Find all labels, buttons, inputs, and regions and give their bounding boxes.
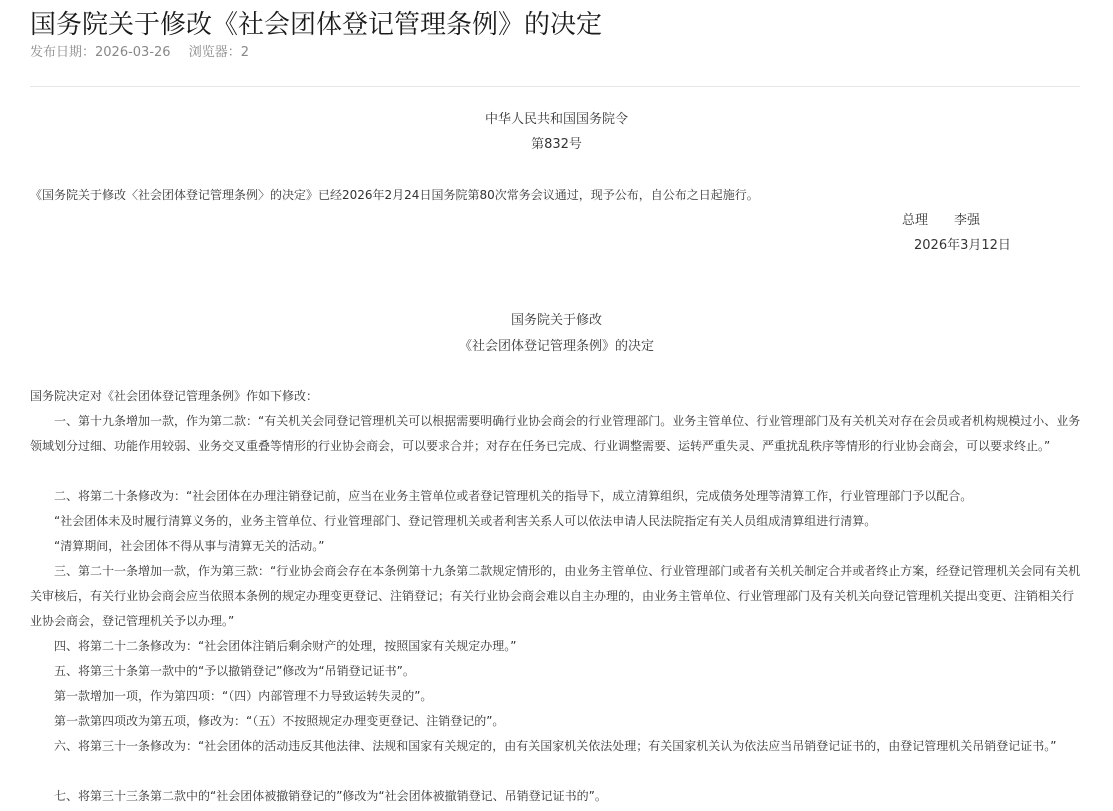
article-title: 国务院关于修改《社会团体登记管理条例》的决定 (30, 10, 603, 40)
decision-paragraph: 三、第二十一条增加一款，作为第三款：“行业协会商会存在本条例第十九条第二款规定情形的，由业务主管单位、行业管理部门或者有关机关制定合并或者终止方案，经登记管理机关会同有关机关审核后，有关行业协会商会应当依照本条例的规定办理变更登记、注销登记；有关行业协会商会难以自主办理的，由业务主管单位、行业管理部门及有关机关向登记管理机关提出变更、注销相关行业协会商会，登记管理机关予以办理。” (30, 564, 1081, 628)
order-date: 2026年3月12日 (914, 238, 1011, 253)
decision-paragraph: 四、将第二十二条修改为：“社会团体注销后剩余财产的处理，按照国家有关规定办理。” (54, 639, 517, 653)
decision-paragraph: “社会团体未及时履行清算义务的，业务主管单位、行业管理部门、登记管理机关或者利害关系人可以依法申请人民法院指定有关人员组成清算组进行清算。 (54, 514, 877, 528)
decision-paragraph: 五、将第三十条第一款中的“予以撤销登记”修改为“吊销登记证书”。 (54, 664, 415, 678)
decision-paragraph: 二、将第二十条修改为：“社会团体在办理注销登记前，应当在业务主管单位或者登记管理机关的指导下，成立清算组织，完成债务处理等清算工作，行业管理部门予以配合。 (54, 489, 973, 503)
decision-paragraph: “清算期间，社会团体不得从事与清算无关的活动。” (54, 539, 325, 553)
order-issuer: 中华人民共和国国务院令 (484, 112, 628, 127)
decision-paragraph: 一、第十九条增加一款，作为第二款：“有关机关会同登记管理机关可以根据需要明确行业协会商会的行业管理部门。业务主管单位、行业管理部门及有关机关对存在会员或者机构规模过小、业务领域划分过细、功能作用较弱、业务交叉重叠等情形的行业协会商会，可以要求合并；对存在任务已完成、行业调整需要、运转严重失灵、严重扰乱秩序等情形的行业协会商会，可以要求终止。” (30, 414, 1081, 453)
article-meta (30, 44, 249, 62)
order-intro: 《国务院关于修改〈社会团体登记管理条例〉的决定》已经2026年2月24日国务院第80次常务会议通过，现予公布，自公布之日起施行。 (30, 188, 759, 202)
decision-paragraph: 第一款增加一项，作为第四项：“（四）内部管理不力导致运转失灵的”。 (54, 689, 433, 703)
publish-date: 发布日期：2026-03-26 (30, 45, 171, 60)
decision-paragraph: 国务院决定对《社会团体登记管理条例》作如下修改： (30, 389, 319, 403)
decision-heading-line2: 《社会团体登记管理条例》的决定 (458, 339, 654, 354)
order-number: 第832号 (531, 137, 582, 152)
decision-paragraph: 七、将第三十三条第二款中的“社会团体被撤销登记的”修改为“社会团体被撤销登记、吊销登记证书的”。 (54, 789, 607, 803)
decision-paragraph: 六、将第三十一条修改为：“社会团体的活动违反其他法律、法规和国家有关规定的，由有关国家机关依法处理；有关国家机关认为依法应当吊销登记证书的，由登记管理机关吊销登记证书。” (54, 739, 1057, 753)
title-divider (30, 86, 1080, 87)
order-signer: 总理 李强 (902, 213, 981, 228)
decision-heading-line1: 国务院关于修改 (510, 313, 602, 328)
decision-paragraph: 第一款第四项改为第五项，修改为：“（五）不按照规定办理变更登记、注销登记的”。 (54, 714, 505, 728)
view-count: 浏览器：2 (188, 45, 249, 60)
